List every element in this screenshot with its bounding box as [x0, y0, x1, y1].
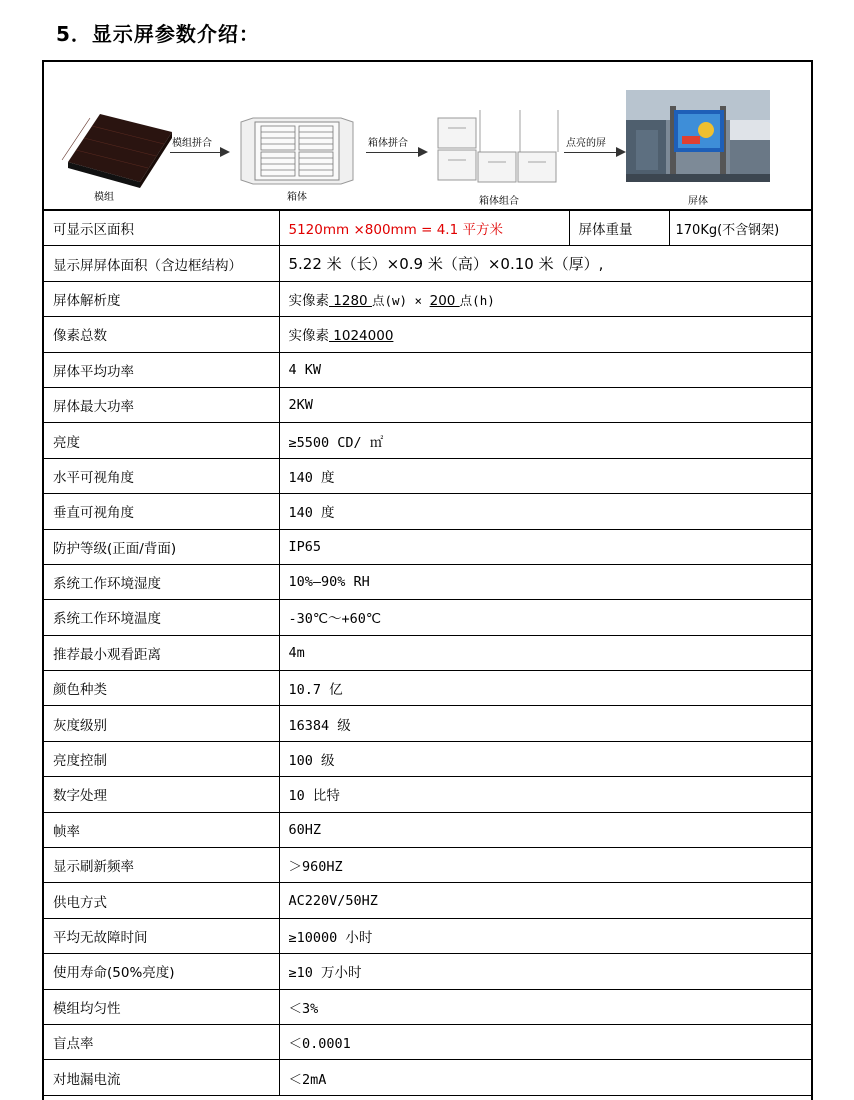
spec-label: 垂直可视角度 — [44, 494, 279, 529]
spec-label: 数字处理 — [44, 777, 279, 812]
spec-value: 4 KW — [279, 352, 811, 387]
arrow-label: 模组拼合 — [172, 138, 212, 149]
cabinet-illustration — [237, 114, 357, 186]
stage-label-cabinet: 箱体 — [287, 192, 307, 203]
resolution-width-unit: 点(w) × — [371, 292, 430, 308]
spec-value: IP65 — [279, 529, 811, 564]
spec-table-frame — [42, 60, 813, 1100]
cabinet-combination-illustration — [434, 106, 564, 190]
spec-label: 屏体最大功率 — [44, 387, 279, 422]
arrow-module-assembly — [170, 140, 230, 154]
spec-label: 显示屏屏体面积（含边框结构） — [44, 246, 279, 281]
table-row — [44, 1024, 811, 1059]
arrow-label: 点亮的屏 — [566, 138, 606, 149]
spec-label: 对地漏电流 — [44, 1060, 279, 1095]
spec-value: AC220V/50HZ — [279, 883, 811, 918]
table-row — [44, 848, 811, 883]
spec-label: 可显示区面积 — [44, 211, 279, 246]
table-row — [44, 600, 811, 635]
pixels-total: 1024000 — [329, 328, 394, 345]
table-row — [44, 706, 811, 741]
spec-label: 模组均匀性 — [44, 989, 279, 1024]
stage-label-screen: 屏体 — [688, 196, 708, 207]
table-row — [44, 812, 811, 847]
table-row — [44, 317, 811, 352]
stage-label-module: 模组 — [94, 192, 114, 203]
table-row — [44, 954, 811, 989]
spec-value: 10 比特 — [279, 777, 811, 812]
resolution-height: 200 — [429, 292, 460, 309]
section-heading: 5．显示屏参数介绍： — [56, 22, 260, 46]
spec-label: 屏体平均功率 — [44, 352, 279, 387]
arrow-label: 箱体拼合 — [368, 138, 408, 149]
assembly-diagram — [44, 62, 811, 210]
spec-label: 供电方式 — [44, 883, 279, 918]
table-row — [44, 246, 811, 281]
spec-value: 5120mm ×800mm = 4.1 平方米 — [279, 211, 569, 246]
table-row — [44, 777, 811, 812]
spec-label: 防护等级(正面/背面) — [44, 529, 279, 564]
table-row — [44, 1060, 811, 1095]
resolution-prefix: 实像素 — [288, 292, 329, 309]
spec-value: 60HZ — [279, 812, 811, 847]
spec-value — [279, 281, 811, 316]
spec-label: 系统工作环境湿度 — [44, 564, 279, 599]
spec-label: 颜色种类 — [44, 671, 279, 706]
spec-table — [44, 210, 811, 1096]
spec-label: 盲点率 — [44, 1024, 279, 1059]
spec-value: ＜3% — [279, 989, 811, 1024]
spec-rows — [44, 352, 811, 1095]
spec-value: 10.7 亿 — [279, 671, 811, 706]
arrow-lit-screen — [564, 140, 626, 154]
table-row — [44, 281, 811, 316]
table-row — [44, 387, 811, 422]
table-row — [44, 671, 811, 706]
spec-value: ≥5500 CD/ ㎡ — [279, 423, 811, 458]
spec-value: ＜2mA — [279, 1060, 811, 1095]
table-row — [44, 741, 811, 776]
arrow-cabinet-assembly — [366, 140, 428, 154]
spec-label: 使用寿命(50%亮度) — [44, 954, 279, 989]
spec-value: 10%—90% RH — [279, 564, 811, 599]
spec-value: 140 度 — [279, 494, 811, 529]
spec-label: 推荐最小观看距离 — [44, 635, 279, 670]
spec-label: 帧率 — [44, 812, 279, 847]
spec-label: 平均无故障时间 — [44, 918, 279, 953]
table-row — [44, 352, 811, 387]
table-row — [44, 423, 811, 458]
spec-value: 5.22 米（长）×0.9 米（高）×0.10 米（厚）, — [279, 246, 811, 281]
table-row — [44, 211, 811, 246]
spec-value: ≥10 万小时 — [279, 954, 811, 989]
table-row — [44, 458, 811, 493]
spec-value: 140 度 — [279, 458, 811, 493]
spec-value: 100 级 — [279, 741, 811, 776]
resolution-width: 1280 — [329, 292, 372, 309]
table-row — [44, 918, 811, 953]
table-row — [44, 989, 811, 1024]
spec-label: 亮度控制 — [44, 741, 279, 776]
spec-label: 灰度级别 — [44, 706, 279, 741]
table-row — [44, 564, 811, 599]
spec-value: ≥10000 小时 — [279, 918, 811, 953]
pixels-prefix: 实像素 — [288, 328, 329, 345]
spec-label: 亮度 — [44, 423, 279, 458]
spec-label: 屏体解析度 — [44, 281, 279, 316]
spec-label: 像素总数 — [44, 317, 279, 352]
spec-value — [279, 317, 811, 352]
table-row — [44, 635, 811, 670]
stage-label-combination: 箱体组合 — [479, 196, 519, 207]
table-row — [44, 494, 811, 529]
module-illustration — [60, 110, 175, 190]
spec-value: ＜0.0001 — [279, 1024, 811, 1059]
weight-value: 170Kg(不含钢架) — [669, 211, 811, 246]
screen-photo — [626, 90, 770, 182]
table-row — [44, 883, 811, 918]
spec-label: 系统工作环境温度 — [44, 600, 279, 635]
spec-label: 显示刷新频率 — [44, 848, 279, 883]
spec-value: 16384 级 — [279, 706, 811, 741]
weight-label: 屏体重量 — [569, 211, 669, 246]
spec-value: -30℃～+60℃ — [279, 600, 811, 635]
table-row — [44, 529, 811, 564]
spec-label: 水平可视角度 — [44, 458, 279, 493]
spec-value: ＞960HZ — [279, 848, 811, 883]
spec-value: 2KW — [279, 387, 811, 422]
spec-value: 4m — [279, 635, 811, 670]
resolution-height-unit: 点(h) — [459, 292, 495, 308]
